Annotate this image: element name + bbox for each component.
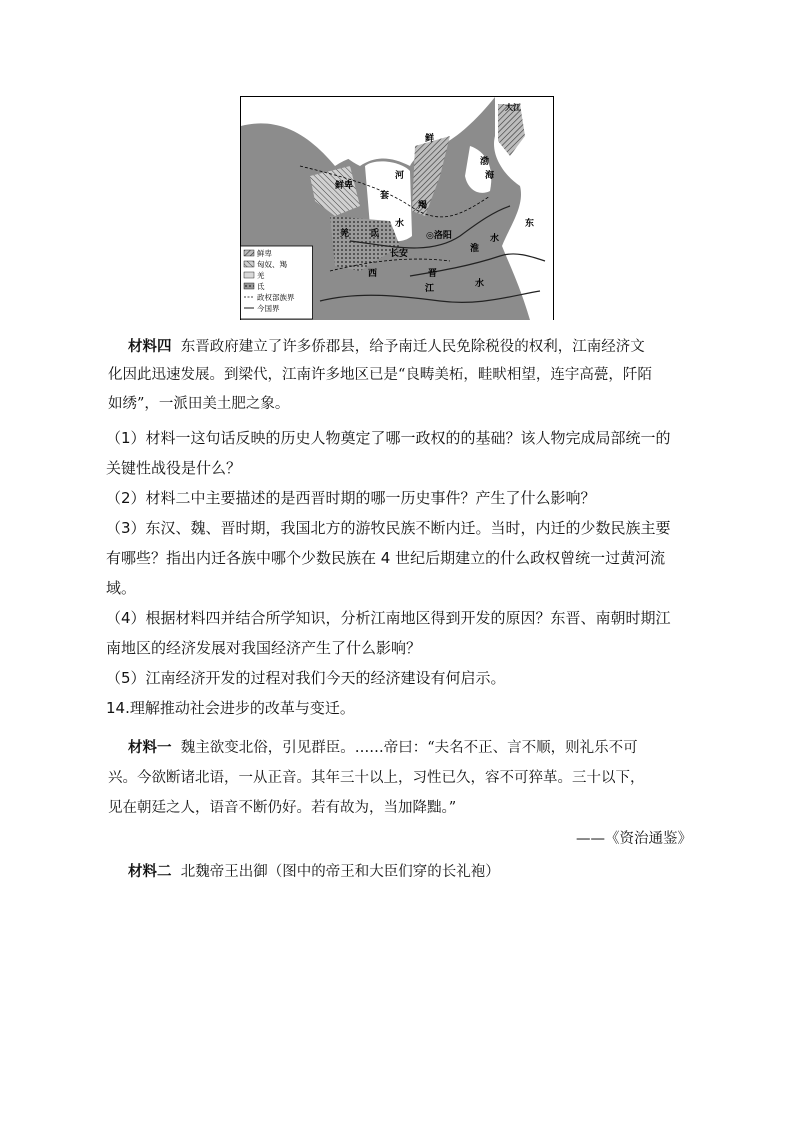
map-label: 晋 — [428, 269, 438, 279]
legend-label: 鲜卑 — [257, 249, 272, 258]
material1-block — [128, 733, 708, 763]
map-label: 水 — [475, 279, 485, 289]
question-3-line3: 域。 — [106, 579, 137, 597]
question-5-line1: （5）江南经济开发的过程对我们今天的经济建设有何启示。 — [106, 669, 506, 687]
map-label: 东 — [525, 219, 535, 229]
material4-block — [128, 332, 708, 362]
material1-cont — [108, 763, 698, 855]
map-label: 鲜 — [425, 134, 435, 144]
map-label: 氐 — [370, 229, 380, 239]
map-svg — [240, 96, 554, 320]
question-3-line2: 有哪些？指出内迁各族中哪个少数民族在 4 世纪后期建立的什么政权曾统一过黄河流 — [106, 549, 666, 567]
map-label: 海 — [485, 171, 495, 181]
map-label: 羌 — [340, 229, 350, 239]
legend-label: 氐 — [257, 282, 265, 291]
map-label: 水 — [490, 234, 500, 244]
question-1-line1: （1）材料一这句话反映的历史人物奠定了哪一政权的的基础？该人物完成局部统一的 — [106, 429, 671, 447]
legend-label: 羌 — [257, 271, 265, 280]
material4-cont — [108, 361, 698, 419]
map-label: 淮 — [470, 244, 480, 254]
question-4-line2: 南地区的经济发展对我国经济产生了什么影响？ — [106, 639, 422, 657]
map-label: 套 — [380, 191, 390, 201]
map-label: 羯 — [418, 201, 428, 211]
question-1-line2: 关键性战役是什么？ — [106, 459, 242, 477]
material1-label: 材料一 — [128, 739, 172, 756]
map-label: 长安 — [390, 249, 409, 259]
material4-line2: 化因此迅速发展。到梁代，江南许多地区已是“良畴美柘，畦畎相望，连宇高甍，阡陌 — [108, 367, 652, 383]
material4-line3: 如绣”，一派田美土肥之象。 — [108, 396, 290, 412]
map-label: 江 — [425, 284, 435, 294]
map-label: 渤 — [480, 157, 490, 167]
historical-map — [240, 96, 554, 320]
questions-list — [106, 423, 706, 723]
question-3-line1: （3）东汉、魏、晋时期，我国北方的游牧民族不断内迁。当时，内迁的少数民族主要 — [106, 519, 671, 537]
material2-label: 材料二 — [128, 863, 172, 880]
material2-block — [128, 857, 708, 887]
map-label: 水 — [395, 219, 405, 229]
map-label: 鲜卑 — [335, 181, 354, 191]
legend-label: 匈奴、羯 — [257, 260, 287, 269]
material4-label: 材料四 — [128, 338, 172, 355]
question-14-title: 14.理解推动社会进步的改革与变迁。 — [106, 699, 355, 717]
map-label: 西 — [368, 269, 378, 279]
material4-line1: 东晋政府建立了许多侨郡县，给予南迁人民免除税役的权利，江南经济文 — [180, 339, 645, 355]
legend-label: 今国界 — [257, 304, 280, 313]
question-2-line1: （2）材料二中主要描述的是西晋时期的哪一历史事件？产生了什么影响？ — [106, 489, 596, 507]
material1-line3: 见在朝廷之人，语音不断仍好。若有故为，当加降黜。” — [108, 800, 457, 816]
legend-label: 政权部族界 — [257, 293, 295, 302]
map-label: ◎洛阳 — [426, 231, 452, 241]
map-label: 河 — [395, 171, 405, 181]
material2-text: 北魏帝王出御（图中的帝王和大臣们穿的长礼袍） — [180, 864, 500, 880]
material1-line2: 兴。今欲断诸北语，一从正音。其年三十以上，习性已久，容不可猝革。三十以下， — [108, 770, 645, 786]
material1-source: ——《资治通鉴》 — [576, 831, 692, 847]
map-label: 大江 — [505, 103, 521, 112]
material1-line1: 魏主欲变北俗，引见群臣。……帝曰：“夫名不正、言不顺，则礼乐不可 — [180, 740, 638, 756]
question-4-line1: （4）根据材料四并结合所学知识，分析江南地区得到开发的原因？东晋、南朝时期江 — [106, 609, 671, 627]
